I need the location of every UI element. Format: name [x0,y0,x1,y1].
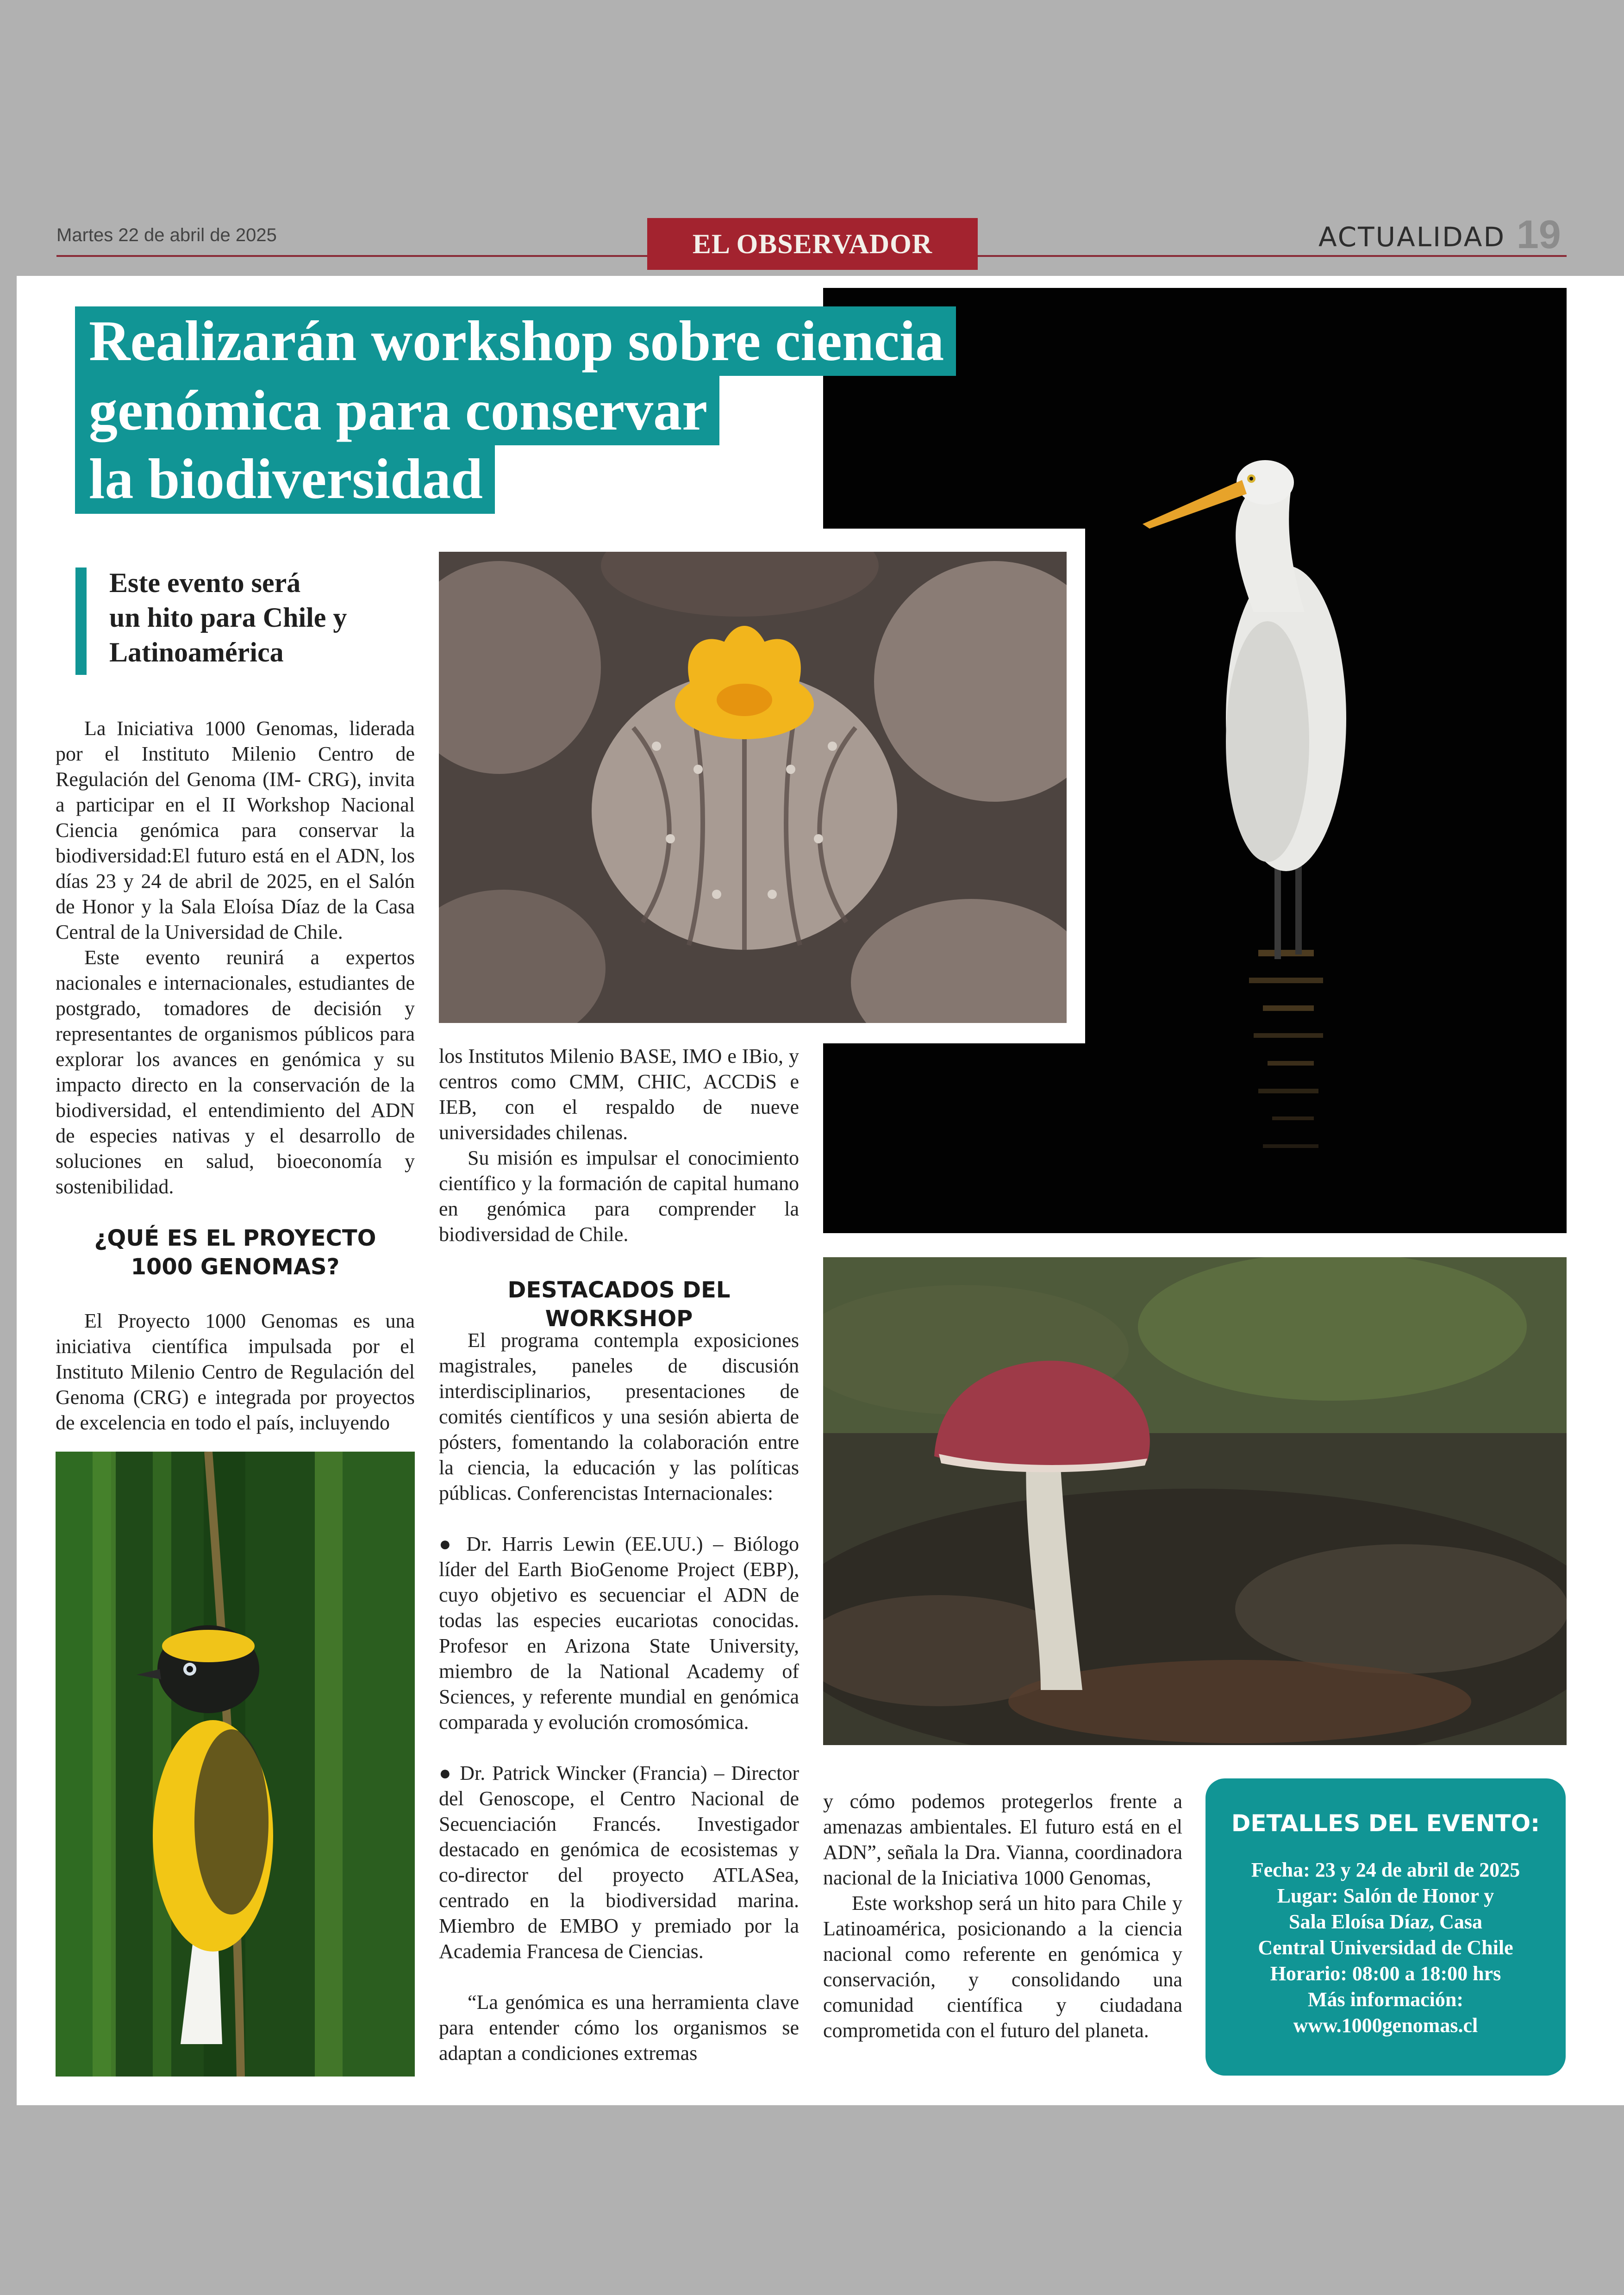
event-details-body [1219,1857,1552,2039]
event-place-line-1: Lugar: Salón de Honor y [1277,1884,1494,1907]
event-hours: Horario: 08:00 a 18:00 hrs [1270,1962,1501,1985]
subhead-line-1: ¿QUÉ ES EL PROYECTO [94,1225,376,1251]
bullet-lewin: ● Dr. Harris Lewin (EE.UU.) – Biólogo líder del Earth BioGenome Project (EBP), cuyo objetivo es secuenciar el ADN de todas las especies eucariotas conocidas. Profesor en Arizona State University, miembro de la National Academy of Sciences, y referente mundial en genómica comparada y evolución cromosómica. [439,1533,799,1734]
paragraph: Su misión es impulsar el conocimiento científico y la formación de capital humano en genómica para comprender la biodiversidad de Chile. [439,1147,799,1246]
section-name: ACTUALIDAD [1318,221,1506,253]
kicker-line-3: Latinoamérica [109,637,284,667]
subhead-destacados: DESTACADOS DEL WORKSHOP [507,1277,731,1332]
bullet-wincker: ● Dr. Patrick Wincker (Francia) – Director del Genoscope, el Centro Nacional de Secuenciación Francés. Investigador destacado en genómica de ecosistemas y co-director del proyecto ATLASea, centrado en la biodiversidad marina. Miembro de EMBO y premiado por la Academia Francesa de Ciencias. [439,1762,799,1963]
paragraph: y cómo podemos protegerlos frente a amenazas ambientales. El futuro está en el ADN”, señala la Dra. Vianna, coordinadora nacional de la Iniciativa 1000 Genomas, [823,1790,1182,1889]
subhead-proyecto [56,1224,415,1281]
paragraph: los Institutos Milenio BASE, IMO e IBio, y centros como CMM, CHIC, ACCDiS e IEB, con el respaldo de nueve universidades chilenas. [439,1045,799,1144]
page-number: 19 [1517,212,1561,257]
event-url: www.1000genomas.cl [1293,2014,1478,2037]
headline-line-1: Realizarán workshop sobre ciencia [75,306,956,376]
event-place-line-3: Central Universidad de Chile [1258,1936,1513,1959]
headline-line-2: genómica para conservar [75,376,719,445]
event-more-info: Más información: [1307,1988,1464,2011]
headline-line-3: la biodiversidad [75,444,495,514]
paragraph: Este workshop será un hito para Chile y Latinoamérica, posicionando a la ciencia nacional como referente en genómica y conservación, y consolidando una comunidad científica y ciudadana comprometida con el futuro del planeta. [823,1892,1182,2042]
paragraph: “La genómica es una herramienta clave para entender cómo los organismos se adaptan a condiciones extremas [439,1991,799,2064]
column-1-proyecto [56,1308,415,1435]
event-place-line-2: Sala Eloísa Díaz, Casa [1288,1910,1483,1933]
column-1-intro [56,716,415,1199]
column-3 [823,1789,1182,2043]
kicker [109,566,410,670]
column-2-top [439,1043,799,1247]
column-2-body [439,1328,799,2066]
newspaper-logo: EL OBSERVADOR [647,218,978,270]
paragraph: La Iniciativa 1000 Genomas, liderada por el Instituto Milenio Centro de Regulación del Genoma (IM- CRG), invita a participar en el II Workshop Nacional Ciencia genómica para conservar la biodiversidad:El futuro está en el ADN, los días 23 y 24 de abril de 2025, en el Salón de Honor y la Sala Eloísa Díaz de la Casa Central de la Universidad de Chile. [56,717,415,943]
kicker-line-2: un hito para Chile y [109,602,347,633]
paragraph: El Proyecto 1000 Genomas es una iniciativa científica impulsada por el Instituto Milenio Centro de Regulación del Genoma (CRG) e integrada por proyectos de excelencia en todo el país, incluyendo [56,1310,415,1434]
event-details-box [1206,1778,1566,2076]
cactus-photo [439,552,1067,1023]
event-details-title: DETALLES DEL EVENTO: [1231,1810,1540,1837]
kicker-accent-bar [75,568,87,675]
mushroom-photo [823,1257,1567,1745]
issue-date: Martes 22 de abril de 2025 [56,225,277,245]
subhead-line-2: 1000 GENOMAS? [131,1254,340,1280]
paragraph: Este evento reunirá a expertos nacionales e internacionales, estudiantes de postgrado, tomadores de decisión y representantes de organismos públicos para explorar los avances en genómica y su impacto directo en la conservación de la biodiversidad, el entendimiento del ADN de especies nativas y el desarrollo de soluciones en salud, bioeconomía y sostenibilidad. [56,946,415,1198]
kicker-line-1: Este evento será [109,568,301,598]
event-date: Fecha: 23 y 24 de abril de 2025 [1251,1858,1520,1881]
paragraph: El programa contempla exposiciones magistrales, paneles de discusión interdisciplinarios, presentaciones de comités científicos y una sesión abierta de pósters, fomentando la colaboración entre la ciencia, la educación y las políticas públicas. Conferencistas Internacionales: [439,1329,799,1504]
yellow-bird-photo [56,1452,415,2077]
